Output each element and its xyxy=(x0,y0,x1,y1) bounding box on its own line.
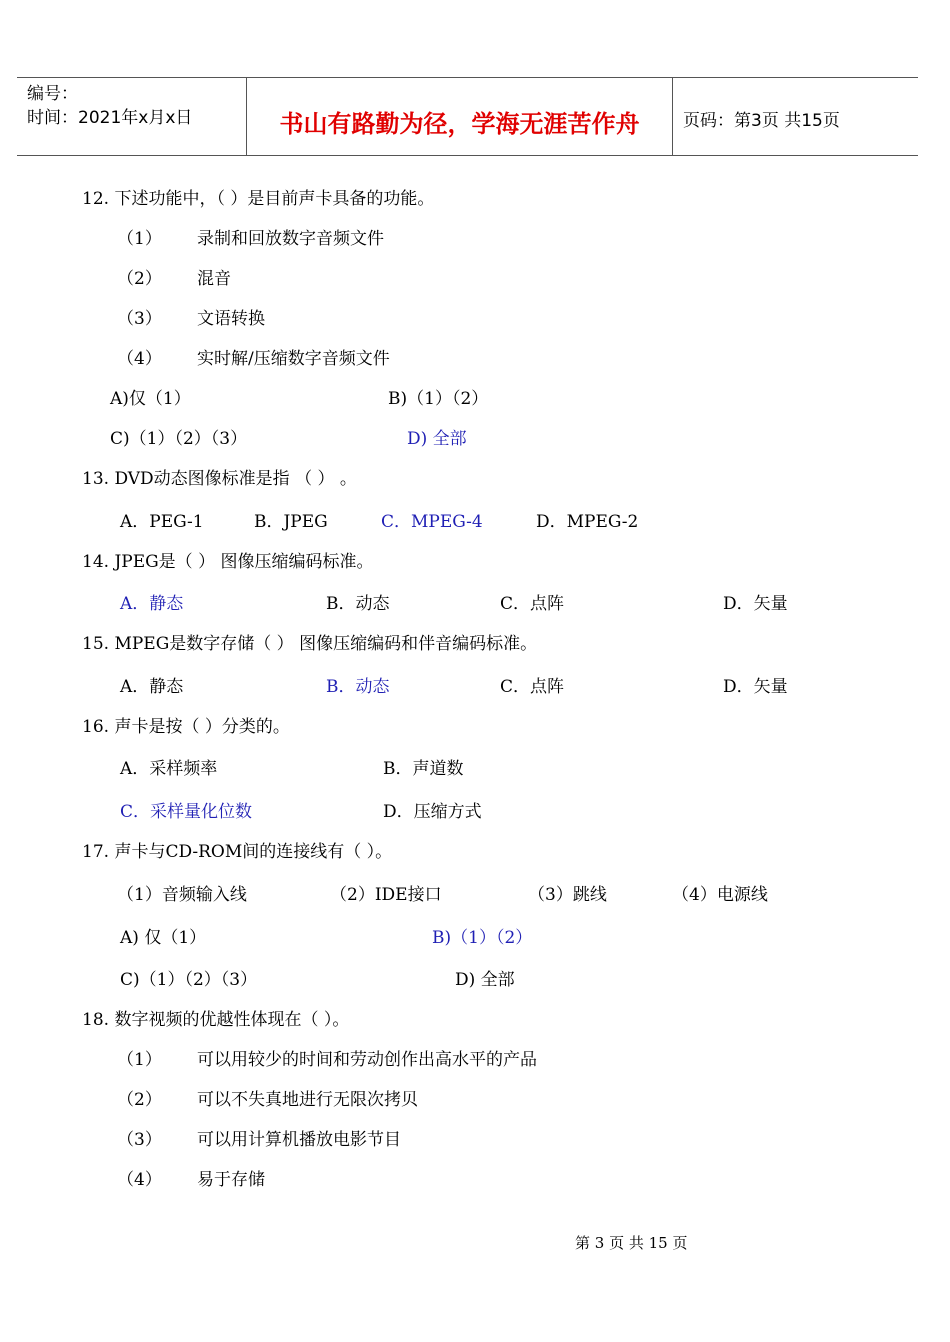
q17-stem: 17. 声卡与CD-ROM间的连接线有（ ）。 xyxy=(82,842,393,862)
q16-option-a: A．采样频率 xyxy=(120,759,218,779)
q14-option-d: D．矢量 xyxy=(723,594,788,614)
q18-item-1-num: （1） xyxy=(117,1050,162,1070)
q18-item-4-text: 易于存储 xyxy=(197,1170,265,1190)
header-serial: 编号： xyxy=(27,84,78,104)
header-top-rule xyxy=(17,77,918,78)
q12-item-2-text: 混音 xyxy=(197,269,231,289)
q14-option-a: A．静态 xyxy=(120,594,184,614)
q16-stem: 16. 声卡是按（ ）分类的。 xyxy=(82,717,290,737)
q15-stem: 15. MPEG是数字存储（ ） 图像压缩编码和伴音编码标准。 xyxy=(82,634,538,654)
q17-option-d: D) 全部 xyxy=(455,970,515,990)
q17-item-4: （4）电源线 xyxy=(672,885,768,905)
q17-option-a: A) 仅（1） xyxy=(120,928,207,948)
q16-option-c: C．采样量化位数 xyxy=(120,802,253,822)
q15-option-a: A．静态 xyxy=(120,677,184,697)
page-footer: 第 3 页 共 15 页 xyxy=(575,1234,688,1252)
q16-option-d: D．压缩方式 xyxy=(383,802,482,822)
q12-option-b: B)（1）（2） xyxy=(388,389,489,409)
q13-option-a: A．PEG-1 xyxy=(120,512,204,532)
q13-stem: 13. DVD动态图像标准是指 （ ） 。 xyxy=(82,469,357,489)
q17-item-1: （1）音频输入线 xyxy=(117,885,247,905)
q17-item-2: （2）IDE接口 xyxy=(330,885,442,905)
q17-item-3: （3）跳线 xyxy=(528,885,607,905)
q12-item-1-num: （1） xyxy=(117,229,162,249)
q17-option-b: B)（1）（2） xyxy=(432,928,533,948)
q16-option-b: B．声道数 xyxy=(383,759,464,779)
header-info xyxy=(27,82,192,130)
header-page-number: 页码：第3页 共15页 xyxy=(683,111,840,131)
q15-option-c: C．点阵 xyxy=(500,677,565,697)
q12-item-3-num: （3） xyxy=(117,309,162,329)
q15-option-d: D．矢量 xyxy=(723,677,788,697)
header-time: 时间：2021年x月x日 xyxy=(27,108,193,128)
q12-item-1-text: 录制和回放数字音频文件 xyxy=(197,229,384,249)
q18-item-3-num: （3） xyxy=(117,1130,162,1150)
q18-item-1-text: 可以用较少的时间和劳动创作出高水平的产品 xyxy=(197,1050,537,1070)
q18-stem: 18. 数字视频的优越性体现在（ ）。 xyxy=(82,1010,350,1030)
q13-option-d: D．MPEG-2 xyxy=(536,512,639,532)
header-motto: 书山有路勤为径，学海无涯苦作舟 xyxy=(279,109,640,138)
q17-option-c: C)（1）（2）（3） xyxy=(120,970,258,990)
q18-item-4-num: （4） xyxy=(117,1170,162,1190)
q14-option-b: B．动态 xyxy=(326,594,390,614)
q12-option-a: A)仅（1） xyxy=(110,389,191,409)
q15-option-b: B．动态 xyxy=(326,677,390,697)
q13-option-b: B．JPEG xyxy=(254,512,328,532)
q12-stem: 12. 下述功能中，（ ）是目前声卡具备的功能。 xyxy=(82,189,435,209)
q18-item-3-text: 可以用计算机播放电影节目 xyxy=(197,1130,401,1150)
q12-item-2-num: （2） xyxy=(117,269,162,289)
header-bottom-rule xyxy=(17,155,918,156)
q12-item-3-text: 文语转换 xyxy=(197,309,265,329)
q12-item-4-text: 实时解/压缩数字音频文件 xyxy=(197,349,390,369)
q12-option-d: D) 全部 xyxy=(407,429,467,449)
q12-item-4-num: （4） xyxy=(117,349,162,369)
header-divider-right xyxy=(672,78,673,155)
q13-option-c: C．MPEG-4 xyxy=(381,512,483,532)
q14-option-c: C．点阵 xyxy=(500,594,565,614)
q18-item-2-num: （2） xyxy=(117,1090,162,1110)
q12-option-c: C)（1）（2）（3） xyxy=(110,429,248,449)
q14-stem: 14. JPEG是（ ） 图像压缩编码标准。 xyxy=(82,552,374,572)
q18-item-2-text: 可以不失真地进行无限次拷贝 xyxy=(197,1090,418,1110)
